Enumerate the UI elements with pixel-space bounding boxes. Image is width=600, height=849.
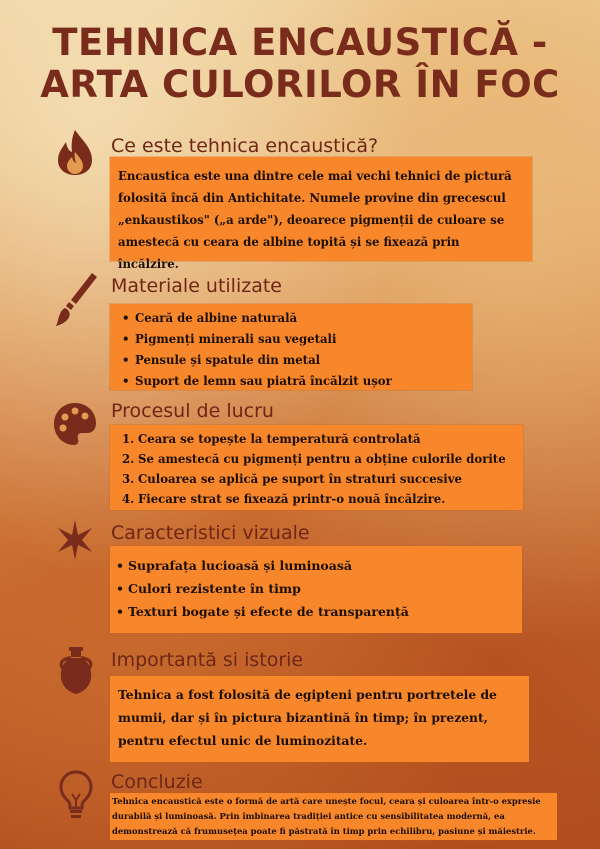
list-item: • Suport de lemn sau piatră încălzit ușor xyxy=(122,374,392,388)
section-heading: Importantă si istorie xyxy=(111,649,304,671)
section-text-box xyxy=(110,793,557,840)
section-paragraph: Encaustica este una dintre cele mai vechi tehnici de pictură folosită încă din Antichitate. Numele provine din grecescul „enkaustikos" („a arde"), deoarece pigmenții de culoare se amestecă cu ceara de albine topită și se fixează prin încălzire. xyxy=(118,169,512,271)
list-item: 1. Ceara se topește la temperatură controlată xyxy=(122,432,421,446)
section-list-box xyxy=(110,425,523,510)
process-list xyxy=(122,429,523,509)
paintbrush-icon xyxy=(52,270,100,328)
section-list-box xyxy=(110,546,522,633)
list-item: 4. Fiecare strat se fixează printr-o nouă încălzire. xyxy=(122,492,446,506)
list-item: 3. Culoarea se aplică pe suport în straturi succesive xyxy=(122,472,462,486)
list-item: • Suprafața lucioasă și luminoasă xyxy=(116,558,352,573)
list-item: • Pigmenți minerali sau vegetali xyxy=(122,332,337,346)
list-item: • Pensule și spatule din metal xyxy=(122,353,321,367)
section-heading: Concluzie xyxy=(111,771,203,793)
palette-icon xyxy=(52,400,98,448)
list-item: • Texturi bogate și efecte de transparență xyxy=(116,604,409,619)
visual-list xyxy=(116,554,522,623)
list-item: • Ceară de albine naturală xyxy=(122,311,298,325)
amphora-icon xyxy=(56,645,96,697)
section-text-box xyxy=(110,676,529,762)
section-heading: Procesul de lucru xyxy=(111,400,274,422)
list-item: 2. Se amestecă cu pigmenți pentru a obține culorile dorite xyxy=(122,452,506,466)
sparkle-icon xyxy=(55,518,95,562)
section-paragraph: Tehnica encaustică este o formă de artă care unește focul, ceara și culoarea într-o expresie durabilă și luminoasă. Prin îmbinarea tradiției antice cu sensibilitatea modernă, ea demonstrează că frumusețea poate fi păstrată în timp prin echilibru, pasiune și măiestrie. xyxy=(112,796,541,836)
section-text-box xyxy=(110,157,532,271)
section-paragraph: Tehnica a fost folosită de egipteni pentru portretele de mumii, dar și în pictura bizantină în timp; în prezent, pentru efectul unic de luminozitate. xyxy=(118,687,497,748)
section-list-box xyxy=(110,304,472,390)
section-heading: Ce este tehnica encaustică? xyxy=(111,135,379,157)
materials-list xyxy=(122,308,472,392)
section-heading: Materiale utilizate xyxy=(111,275,282,297)
page-title: TEHNICA ENCAUSTICĂ - ARTA CULORILOR ÎN FOC xyxy=(40,21,560,106)
lightbulb-icon xyxy=(58,768,94,822)
flame-icon xyxy=(52,128,98,176)
list-item: • Culori rezistente în timp xyxy=(116,581,301,596)
section-heading: Caracteristici vizuale xyxy=(111,522,310,544)
